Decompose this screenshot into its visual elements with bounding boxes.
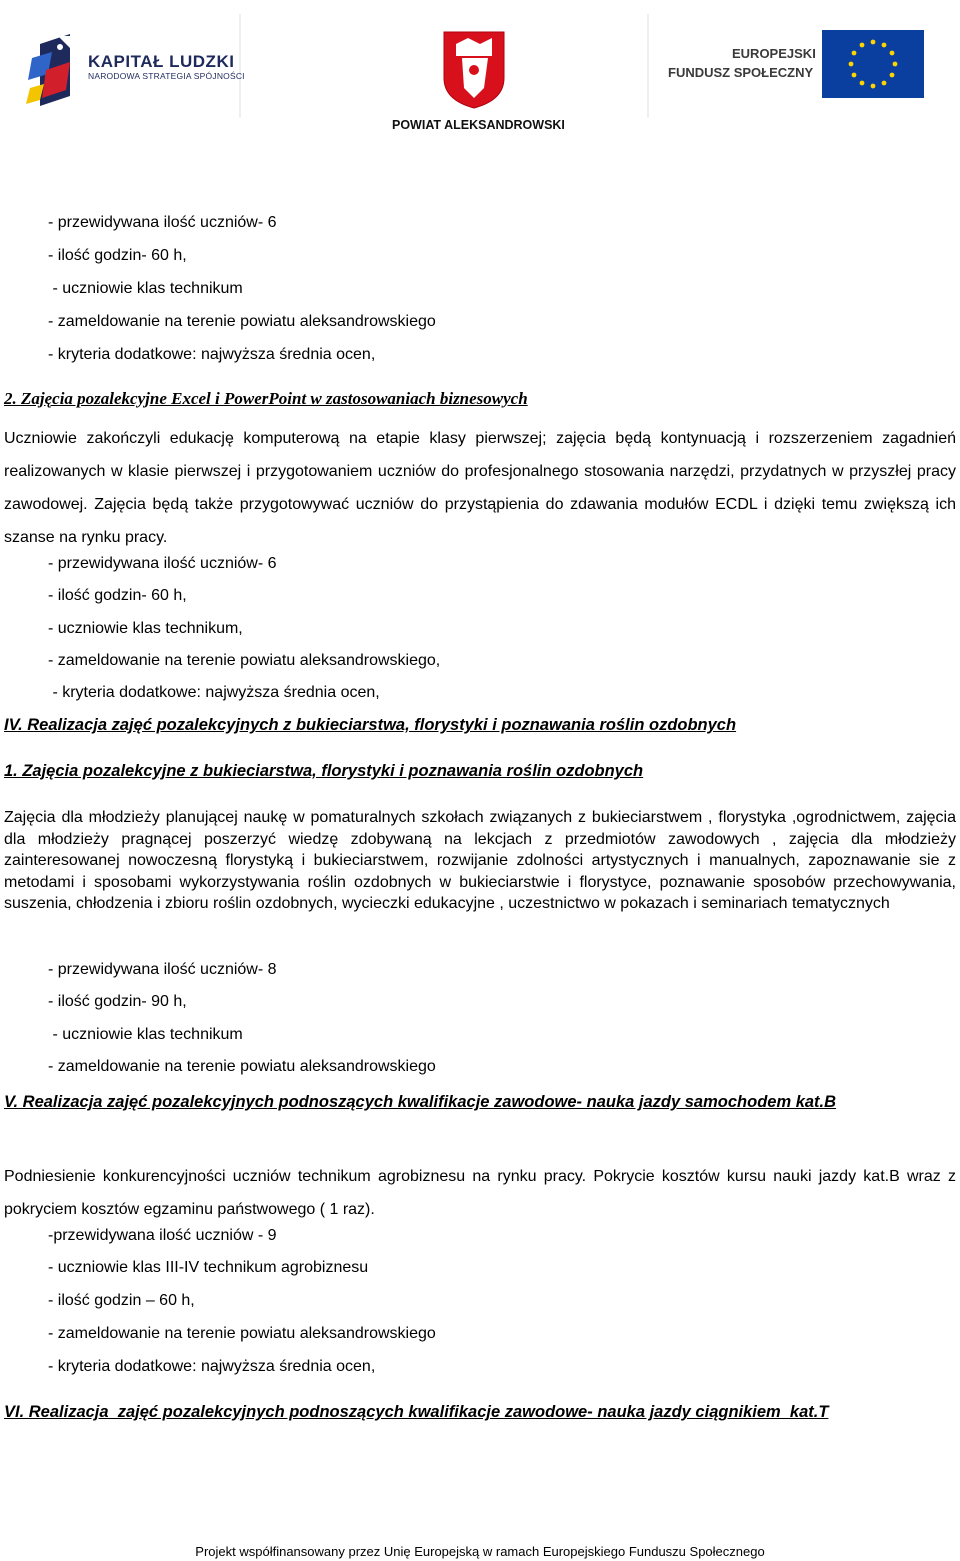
list-item: - uczniowie klas technikum [48, 280, 243, 297]
list-item: - kryteria dodatkowe: najwyższa średnia ocen, [48, 684, 380, 701]
list-item: - uczniowie klas III-IV technikum agrobiznesu [48, 1259, 369, 1276]
list-item: - ilość godzin- 60 h, [48, 587, 187, 604]
efs-title-line1: EUROPEJSKI [732, 46, 816, 61]
section-heading: V. Realizacja zajęć pozalekcyjnych podnoszących kwalifikacje zawodowe- nauka jazdy samochodem kat.B [4, 1093, 837, 1111]
list-item: -przewidywana ilość uczniów - 9 [48, 1227, 277, 1244]
efs-title-line2: FUNDUSZ SPOŁECZNY [668, 65, 814, 80]
list-item: - zameldowanie na terenie powiatu aleksandrowskiego, [48, 652, 441, 669]
section-heading: 2. Zajęcia pozalekcyjne Excel i PowerPoint w zastosowaniach biznesowych [4, 389, 528, 408]
list-item: - przewidywana ilość uczniów- 8 [48, 961, 277, 978]
section-paragraph: Zajęcia dla młodzieży planującej naukę w pomaturalnych szkołach związanych z bukieciarstwem , florystyka ,ogrodnictwem, zajęcia dla młodzieży pragnącej poszerzyć wiedzę zdobywaną na lekcjach z przedmiotów zawodowych , zajęcia dla młodzieży zainteresowanej nowoczesną florystyką i bukieciarstwem, rozwijanie zdolności artystycznych i manualnych, zapoznawanie sie z metodami i sposobami wykorzystywania roślin ozdobnych w bukieciarstwie i florystyce, poznawanie sposobów przechowywania, suszenia, chłodzenia i zbioru roślin ozdobnych, wycieczki edukacyjne , uczestnictwo w pokazach i seminariach tematycznych [4, 809, 956, 913]
kapital-ludzki-title: KAPITAŁ LUDZKI [88, 52, 235, 71]
list-item: - uczniowie klas technikum [48, 1026, 243, 1043]
powiat-label: POWIAT ALEKSANDROWSKI [392, 118, 565, 132]
list-item: - uczniowie klas technikum, [48, 620, 243, 637]
list-item: - przewidywana ilość uczniów- 6 [48, 555, 277, 572]
section-paragraph: Uczniowie zakończyli edukację komputerową na etapie klasy pierwszej; zajęcia będą kontynuacją i rozszerzeniem zagadnień realizowanych w klasie pierwszej i przygotowaniem uczniów do profesjonalnego stosowania narzędzi, przydatnych w przyszłej pracy zawodowej. Zajęcia będą także przygotowywać uczniów do przystąpienia do zdawania modułów ECDL i dzięki temu zwiększą ich szanse na rynku pracy. [4, 430, 956, 546]
section-paragraph: Podniesienie konkurencyjności uczniów technikum agrobiznesu na rynku pracy. Pokrycie kosztów kursu nauki jazdy kat.B wraz z pokryciem kosztów egzaminu państwowego ( 1 raz). [4, 1168, 956, 1218]
list-item: - zameldowanie na terenie powiatu aleksandrowskiego [48, 1325, 436, 1342]
list-item: - kryteria dodatkowe: najwyższa średnia ocen, [48, 1358, 376, 1375]
list-item: - ilość godzin – 60 h, [48, 1292, 195, 1309]
list-item: - zameldowanie na terenie powiatu aleksandrowskiego [48, 1058, 436, 1075]
section-heading: IV. Realizacja zajęć pozalekcyjnych z bukieciarstwa, florystyki i poznawania roślin ozdobnych [4, 716, 737, 734]
list-item: - kryteria dodatkowe: najwyższa średnia ocen, [48, 346, 376, 363]
list-item: - przewidywana ilość uczniów- 6 [48, 214, 277, 231]
header-logos [0, 0, 960, 140]
list-item: - ilość godzin- 90 h, [48, 993, 187, 1010]
section-heading: VI. Realizacja zajęć pozalekcyjnych podnoszących kwalifikacje zawodowe- nauka jazdy ciągnikiem kat.T [4, 1403, 829, 1421]
list-item: - ilość godzin- 60 h, [48, 247, 187, 264]
footer-text: Projekt współfinansowany przez Unię Europejską w ramach Europejskiego Funduszu Społecznego [195, 1544, 765, 1559]
kapital-ludzki-subtitle: NARODOWA STRATEGIA SPÓJNOŚCI [88, 71, 245, 81]
section-subheading: 1. Zajęcia pozalekcyjne z bukieciarstwa, florystyki i poznawania roślin ozdobnych [4, 762, 644, 780]
list-item: - zameldowanie na terenie powiatu aleksandrowskiego [48, 313, 436, 330]
